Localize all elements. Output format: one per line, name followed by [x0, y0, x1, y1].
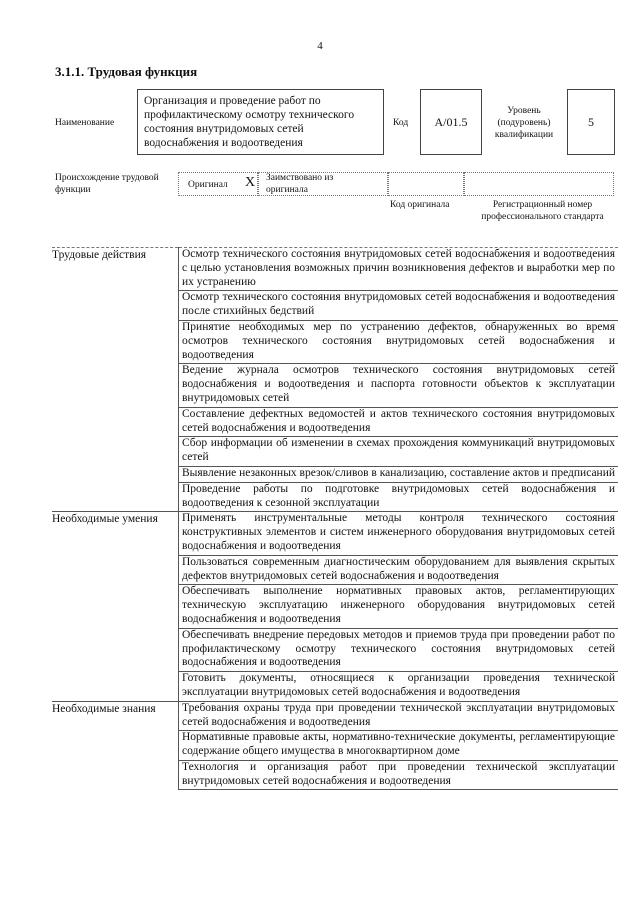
required-knowledge-header: Необходимые знания [52, 702, 156, 715]
required-knowledge-item: Нормативные правовые акты, нормативно-технические документы, регламентирующие содержание общего имущества в многоквартирном доме [179, 731, 619, 761]
labor-actions-item: Составление дефектных ведомостей и актов технического состояния внутридомовых сетей водоснабжения и водоотведения [179, 407, 619, 437]
borrowed-label: Заимствовано из оригинала [266, 173, 334, 195]
required-skills-header: Необходимые умения [52, 513, 158, 526]
origin-cell-code [388, 172, 464, 196]
table-row [52, 701, 618, 731]
code-original-label: Код оригинала [390, 200, 450, 210]
reg-number-label: Регистрационный номер профессионального стандарта [481, 200, 604, 222]
required-skills-item: Обеспечивать выполнение нормативных правовых актов, регламентирующих техническую эксплуатацию инженерного оборудования внутридомовых сетей водоснабжения и водоотведения [179, 585, 619, 628]
name-label: Наименование [55, 118, 115, 128]
labor-actions-item: Принятие необходимых мер по устранению дефектов, обнаруженных во время осмотров технического состояния внутридомовых сетей водоснабжения и водоотведения [179, 320, 619, 363]
labor-actions-item: Осмотр технического состояния внутридомовых сетей водоснабжения и водоотведения после стихийных бедствий [179, 291, 619, 321]
level-value: 5 [567, 89, 615, 155]
table-row [52, 512, 618, 555]
required-knowledge-item: Требования охраны труда при проведении технической эксплуатации внутридомовых сетей водоснабжения и водоотведения [179, 701, 619, 731]
original-mark: X [245, 175, 256, 190]
function-details-table [52, 247, 618, 790]
section-title: 3.1.1. Трудовая функция [55, 64, 198, 79]
code-value: A/01.5 [420, 89, 482, 155]
labor-actions-item: Выявление незаконных врезок/сливов в канализацию, составление актов и предписаний [179, 466, 619, 482]
required-skills-item: Обеспечивать внедрение передовых методов и приемов труда при проведении работ по профилактическому осмотру технического состояния внутридомовых сетей водоснабжения и водоотведения [179, 628, 619, 671]
labor-actions-item: Сбор информации об изменении в схемах прохождения коммуникаций внутридомовых сетей [179, 437, 619, 467]
labor-actions-item: Проведение работы по подготовке внутридомовых сетей водоснабжения и водоотведения к сезонной эксплуатации [179, 482, 619, 512]
origin-label: Происхождение трудовой функции [55, 173, 159, 195]
required-skills-item: Готовить документы, относящиеся к организации проведения технической эксплуатации внутридомовых сетей водоснабжения и водоотведения [179, 672, 619, 702]
table-row [52, 248, 618, 291]
required-skills-item: Пользоваться современным диагностическим оборудованием для выявления скрытых дефектов внутридомовых сетей водоснабжения и водоотведения [179, 555, 619, 585]
page-number: 4 [317, 40, 323, 52]
required-knowledge-item: Технология и организация работ при проведении технической эксплуатации внутридомовых сетей водоснабжения и водоотведения [179, 760, 619, 790]
labor-actions-header: Трудовые действия [52, 249, 147, 261]
level-label: Уровень (подуровень) квалификации [494, 106, 554, 140]
original-label: Оригинал [188, 180, 228, 190]
required-skills-item: Применять инструментальные методы контроля технического состояния конструктивных элементов и систем инженерного оборудования внутридомовых сетей водоснабжения и водоотведения [179, 512, 619, 555]
labor-actions-item: Осмотр технического состояния внутридомовых сетей водоснабжения и водоотведения с целью установления возможных причин возникновения дефектов и выработки мер по их устранению [179, 248, 619, 291]
code-label: Код [393, 118, 409, 128]
labor-actions-item: Ведение журнала осмотров технического состояния внутридомовых сетей водоснабжения и водоотведения и паспорта готовности объектов к эксплуатации внутридомовых сетей [179, 364, 619, 407]
function-name: Организация и проведение работ по профилактическому осмотру технического состояния внутридомовых сетей водоснабжения и водоотведения [137, 89, 384, 155]
origin-cell-reg [464, 172, 614, 196]
